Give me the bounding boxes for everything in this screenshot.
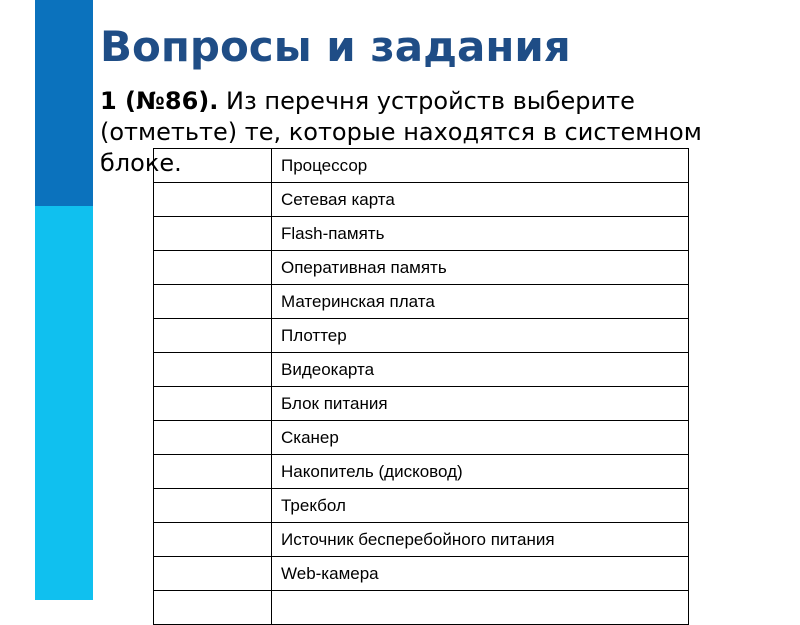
mark-cell[interactable]	[154, 387, 272, 421]
mark-cell[interactable]	[154, 217, 272, 251]
table-row	[154, 557, 689, 591]
table-row	[154, 183, 689, 217]
mark-cell[interactable]	[154, 591, 272, 625]
device-name-cell: Оперативная память	[272, 251, 689, 285]
table-row	[154, 251, 689, 285]
device-name-cell: Сканер	[272, 421, 689, 455]
table-row	[154, 421, 689, 455]
table-row	[154, 455, 689, 489]
mark-cell[interactable]	[154, 489, 272, 523]
device-name-cell: Сетевая карта	[272, 183, 689, 217]
mark-cell[interactable]	[154, 455, 272, 489]
table-row	[154, 353, 689, 387]
question-number: 1 (№86).	[100, 87, 219, 115]
device-name-cell: Материнская плата	[272, 285, 689, 319]
mark-cell[interactable]	[154, 557, 272, 591]
table-row	[154, 591, 689, 625]
device-name-cell: Накопитель (дисковод)	[272, 455, 689, 489]
slide-title: Вопросы и задания	[100, 22, 571, 71]
device-name-cell: Процессор	[272, 149, 689, 183]
mark-cell[interactable]	[154, 251, 272, 285]
device-name-cell: Flash-память	[272, 217, 689, 251]
mark-cell[interactable]	[154, 421, 272, 455]
device-name-cell: Трекбол	[272, 489, 689, 523]
question-body: Из перечня устройств выберите (отметьте) те, которые находятся в системном блоке.	[100, 87, 702, 177]
decorative-bar-dark	[35, 0, 93, 206]
mark-cell[interactable]	[154, 285, 272, 319]
device-name-cell	[272, 591, 689, 625]
table-row	[154, 489, 689, 523]
mark-cell[interactable]	[154, 149, 272, 183]
table-row	[154, 523, 689, 557]
table-row	[154, 387, 689, 421]
device-name-cell: Видеокарта	[272, 353, 689, 387]
device-name-cell: Плоттер	[272, 319, 689, 353]
mark-cell[interactable]	[154, 353, 272, 387]
mark-cell[interactable]	[154, 319, 272, 353]
table-row	[154, 217, 689, 251]
table-row	[154, 149, 689, 183]
device-name-cell: Источник бесперебойного питания	[272, 523, 689, 557]
table-row	[154, 319, 689, 353]
device-name-cell: Блок питания	[272, 387, 689, 421]
device-name-cell: Web-камера	[272, 557, 689, 591]
devices-table-body	[154, 149, 689, 625]
decorative-bar-light	[35, 206, 93, 600]
mark-cell[interactable]	[154, 183, 272, 217]
mark-cell[interactable]	[154, 523, 272, 557]
table-row	[154, 285, 689, 319]
devices-table	[153, 148, 689, 625]
